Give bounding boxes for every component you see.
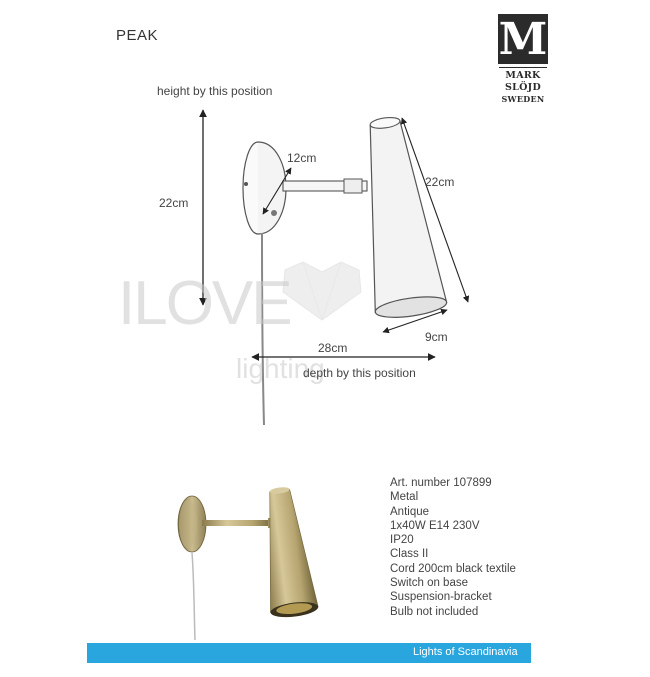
spec-list [390, 476, 516, 619]
logo-line-2: SLÖJD [504, 82, 542, 93]
watermark-text: ILOVE [118, 269, 291, 338]
spec-item: Antique [390, 505, 430, 518]
base-dimension-label: 12cm [287, 151, 317, 165]
logo-line-3: SWEDEN [501, 94, 545, 104]
depth-dimension-label: 28cm [318, 341, 348, 355]
spec-item: Switch on base [390, 577, 468, 590]
spec-item: Cord 200cm black textile [390, 562, 516, 575]
logo-line-1: MARK [505, 70, 541, 81]
shade-width-dimension-label: 9cm [425, 330, 448, 344]
spec-item: IP20 [390, 534, 414, 547]
spec-item: Metal [390, 491, 419, 504]
spec-item: 1x40W E14 230V [390, 519, 480, 532]
spec-item: Bulb not included [390, 605, 479, 618]
arm-drawing [283, 179, 367, 193]
shade-height-dimension-label: 22cm [425, 175, 455, 189]
spec-item: Suspension-bracket [390, 591, 492, 604]
height-note: height by this position [157, 84, 273, 98]
spec-item: Class II [390, 548, 429, 561]
depth-note: depth by this position [303, 366, 416, 380]
height-dimension-label: 22cm [159, 196, 189, 210]
product-photo [150, 478, 320, 640]
product-title: PEAK [116, 27, 159, 44]
logo-letter: M [498, 14, 548, 65]
footer-tagline: Lights of Scandinavia [413, 646, 518, 658]
spec-item: Art. number 107899 [390, 477, 492, 489]
watermark-subtext: lighting [236, 353, 325, 384]
shade-drawing [349, 113, 448, 321]
wall-plate-drawing [243, 142, 286, 234]
watermark-heart-icon [283, 262, 361, 320]
footer-banner [87, 643, 531, 663]
